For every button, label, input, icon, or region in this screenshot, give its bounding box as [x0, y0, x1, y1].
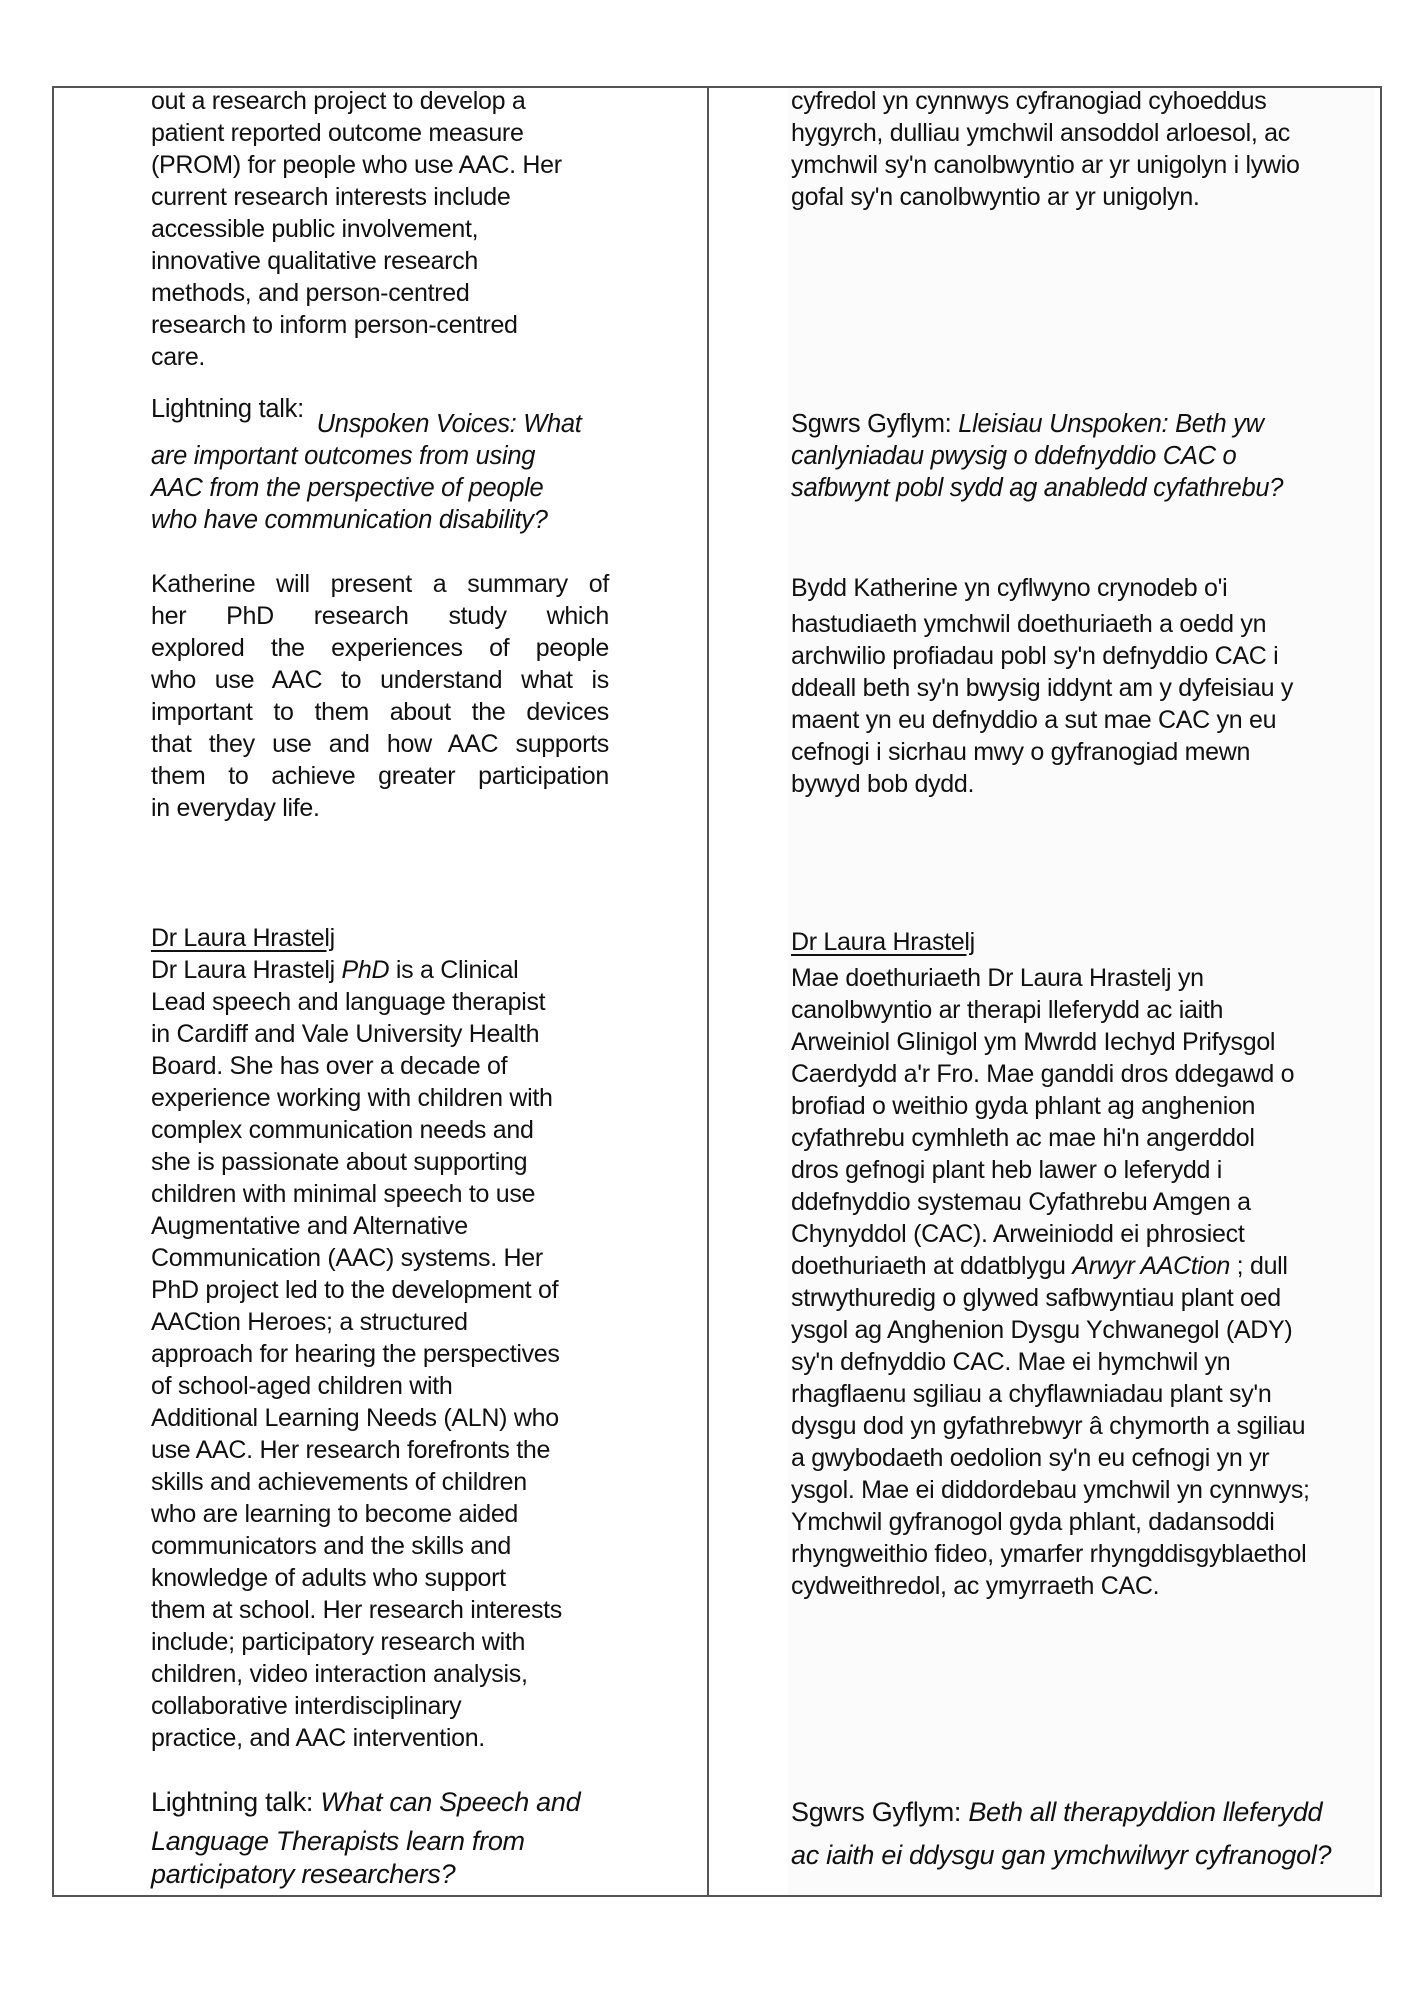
talk-label: Sgwrs Gyflym:	[791, 410, 959, 438]
text-line: children, video interaction analysis,	[151, 1660, 528, 1688]
text-line: Arweiniol Glinigol ym Mwrdd Iechyd Prifysgol	[791, 1028, 1276, 1056]
text-line: include; participatory research with	[151, 1628, 526, 1656]
text-line: (PROM) for people who use AAC. Her	[151, 151, 562, 179]
text-line: communicators and the skills and	[151, 1532, 512, 1560]
text-line: cefnogi i sicrhau mwy o gyfranogiad mewn	[791, 738, 1251, 766]
text-line: ysgol ag Anghenion Dysgu Ychwanegol (ADY)	[791, 1316, 1293, 1344]
text-line: Bydd Katherine yn cyflwyno crynodeb o'i	[791, 574, 1228, 602]
text-line: important to them about the devices	[151, 698, 609, 726]
text-line: current research interests include	[151, 183, 511, 211]
laura-talk-en	[151, 1780, 580, 1890]
text-line: Caerdydd a'r Fro. Mae ganddi dros ddegawd o	[791, 1060, 1295, 1088]
talk-title: Unspoken Voices: What	[316, 410, 582, 438]
text-line: knowledge of adults who support	[151, 1564, 506, 1592]
text-line: ysgol. Mae ei diddordebau ymchwil yn cynnwys;	[791, 1476, 1310, 1504]
text-fragment-italic: PhD	[341, 956, 390, 984]
talk-title-line: canlyniadau pwysig o ddefnyddio CAC o	[791, 442, 1237, 470]
katherine-bio-en	[151, 85, 562, 373]
talk-title-line: safbwynt pobl sydd ag anabledd cyfathrebu?	[791, 474, 1284, 502]
text-line: archwilio profiadau pobl sy'n defnyddio CAC i	[791, 642, 1279, 670]
text-line: a gwybodaeth oedolion sy'n eu cefnogi yn yr	[791, 1444, 1270, 1472]
text-line: she is passionate about supporting	[151, 1148, 528, 1176]
katherine-bio-cy	[791, 85, 1300, 213]
text-line: experience working with children with	[151, 1084, 553, 1112]
talk-label: Lightning talk:	[151, 1787, 321, 1817]
talk-title-line: are important outcomes from using	[151, 442, 536, 470]
text-line: in Cardiff and Vale University Health	[151, 1020, 540, 1048]
text-line: Lead speech and language therapist	[151, 988, 546, 1016]
text-line: strwythuredig o glywed safbwyntiau plant oed	[791, 1284, 1281, 1312]
text-line: out a research project to develop a	[151, 87, 526, 115]
text-line: children with minimal speech to use	[151, 1180, 536, 1208]
text-line: Ymchwil gyfranogol gyda phlant, dadansoddi	[791, 1508, 1275, 1536]
talk-title-line: Language Therapists learn from	[151, 1826, 525, 1856]
text-line: ddeall beth sy'n bwysig iddynt am y dyfeisiau y	[791, 674, 1294, 702]
text-line: canolbwyntio ar therapi lleferydd ac iaith	[791, 996, 1224, 1024]
text-line: gofal sy'n canolbwyntio ar yr unigolyn.	[791, 183, 1200, 211]
text-line: Communication (AAC) systems. Her	[151, 1244, 543, 1272]
text-line: accessible public involvement,	[151, 215, 479, 243]
text-line: Additional Learning Needs (ALN) who	[151, 1404, 559, 1432]
text-line: PhD project led to the development of	[151, 1276, 559, 1304]
talk-label: Lightning talk:	[151, 395, 304, 423]
text-line: explored the experiences of people	[151, 634, 609, 662]
text-line: AACtion Heroes; a structured	[151, 1308, 468, 1336]
text-line: ddefnyddio systemau Cyfathrebu Amgen a	[791, 1188, 1251, 1216]
text-line: rhyngweithio fideo, ymarfer rhyngddisgyblaethol	[791, 1540, 1307, 1568]
text-line: them to achieve greater participation	[151, 762, 609, 790]
text-fragment: doethuriaeth at ddatblygu	[791, 1252, 1073, 1280]
text-line: dysgu dod yn gyfathrebwyr â chymorth a sgiliau	[791, 1412, 1306, 1440]
text-fragment-italic: Arwyr AACtion	[1072, 1252, 1231, 1280]
text-line: her PhD research study which	[151, 602, 609, 630]
speaker-name: Dr Laura Hrastelj	[151, 924, 335, 952]
text-line: methods, and person-centred	[151, 279, 470, 307]
laura-section-cy	[791, 922, 1310, 1602]
text-line: of school-aged children with	[151, 1372, 453, 1400]
text-line: Katherine will present a summary of	[151, 570, 609, 598]
text-line: that they use and how AAC supports	[151, 730, 609, 758]
text-line: bywyd bob dydd.	[791, 770, 975, 798]
text-line: brofiad o weithio gyda phlant ag anghenion	[791, 1092, 1256, 1120]
text-fragment: is a Clinical	[389, 956, 519, 984]
text-fragment: ; dull	[1230, 1252, 1288, 1280]
text-line: innovative qualitative research	[151, 247, 479, 275]
text-line: complex communication needs and	[151, 1116, 534, 1144]
text-line: Augmentative and Alternative	[151, 1212, 468, 1240]
text-line: care.	[151, 343, 206, 371]
text-line: dros gefnogi plant heb lawer o leferydd i	[791, 1156, 1223, 1184]
talk-label: Sgwrs Gyflym:	[791, 1797, 969, 1827]
column-divider	[707, 86, 709, 1897]
laura-talk-cy	[791, 1790, 1331, 1876]
katherine-summary-cy	[791, 568, 1293, 800]
text-line: hastudiaeth ymchwil doethuriaeth a oedd yn	[791, 610, 1267, 638]
text-line: approach for hearing the perspectives	[151, 1340, 560, 1368]
talk-title-line: who have communication disability?	[151, 506, 548, 534]
text-line: use AAC. Her research forefronts the	[151, 1436, 551, 1464]
talk-title-line: participatory researchers?	[151, 1859, 456, 1889]
talk-title: Beth all therapyddion lleferydd	[968, 1797, 1323, 1827]
text-fragment: Dr Laura Hrastelj	[151, 956, 342, 984]
text-line: Mae doethuriaeth Dr Laura Hrastelj yn	[791, 964, 1204, 992]
text-line: practice, and AAC intervention.	[151, 1724, 485, 1752]
talk-title: What can Speech and	[320, 1787, 581, 1817]
speaker-name: Dr Laura Hrastelj	[791, 928, 975, 956]
laura-section-en	[151, 922, 562, 1754]
text-line: Chynyddol (CAC). Arweiniodd ei phrosiect	[791, 1220, 1245, 1248]
talk-title-line: AAC from the perspective of people	[151, 474, 544, 502]
text-line: cyfathrebu cymhleth ac mae hi'n angerddol	[791, 1124, 1255, 1152]
text-line: maent yn eu defnyddio a sut mae CAC yn eu	[791, 706, 1277, 734]
text-line: skills and achievements of children	[151, 1468, 527, 1496]
text-line: ymchwil sy'n canolbwyntio ar yr unigolyn i lywio	[791, 151, 1300, 179]
text-line: collaborative interdisciplinary	[151, 1692, 462, 1720]
text-line: patient reported outcome measure	[151, 119, 524, 147]
talk-title-line: ac iaith ei ddysgu gan ymchwilwyr cyfranogol?	[791, 1840, 1332, 1870]
text-line: rhagflaenu sgiliau a chyflawniadau plant sy'n	[791, 1380, 1272, 1408]
talk-title: Lleisiau Unspoken: Beth yw	[958, 410, 1264, 438]
text-line: who use AAC to understand what is	[151, 666, 609, 694]
text-line: hygyrch, dulliau ymchwil ansoddol arloesol, ac	[791, 119, 1290, 147]
text-line: in everyday life.	[151, 794, 320, 822]
text-line: sy'n defnyddio CAC. Mae ei hymchwil yn	[791, 1348, 1231, 1376]
katherine-talk-en	[151, 393, 582, 536]
text-line: them at school. Her research interests	[151, 1596, 563, 1624]
text-line: research to inform person-centred	[151, 311, 518, 339]
text-line: cydweithredol, ac ymyrraeth CAC.	[791, 1572, 1160, 1600]
text-line: Board. She has over a decade of	[151, 1052, 508, 1080]
katherine-summary-en	[151, 568, 609, 824]
text-line: cyfredol yn cynnwys cyfranogiad cyhoeddus	[791, 87, 1267, 115]
katherine-talk-cy	[791, 408, 1283, 504]
text-line: who are learning to become aided	[151, 1500, 519, 1528]
